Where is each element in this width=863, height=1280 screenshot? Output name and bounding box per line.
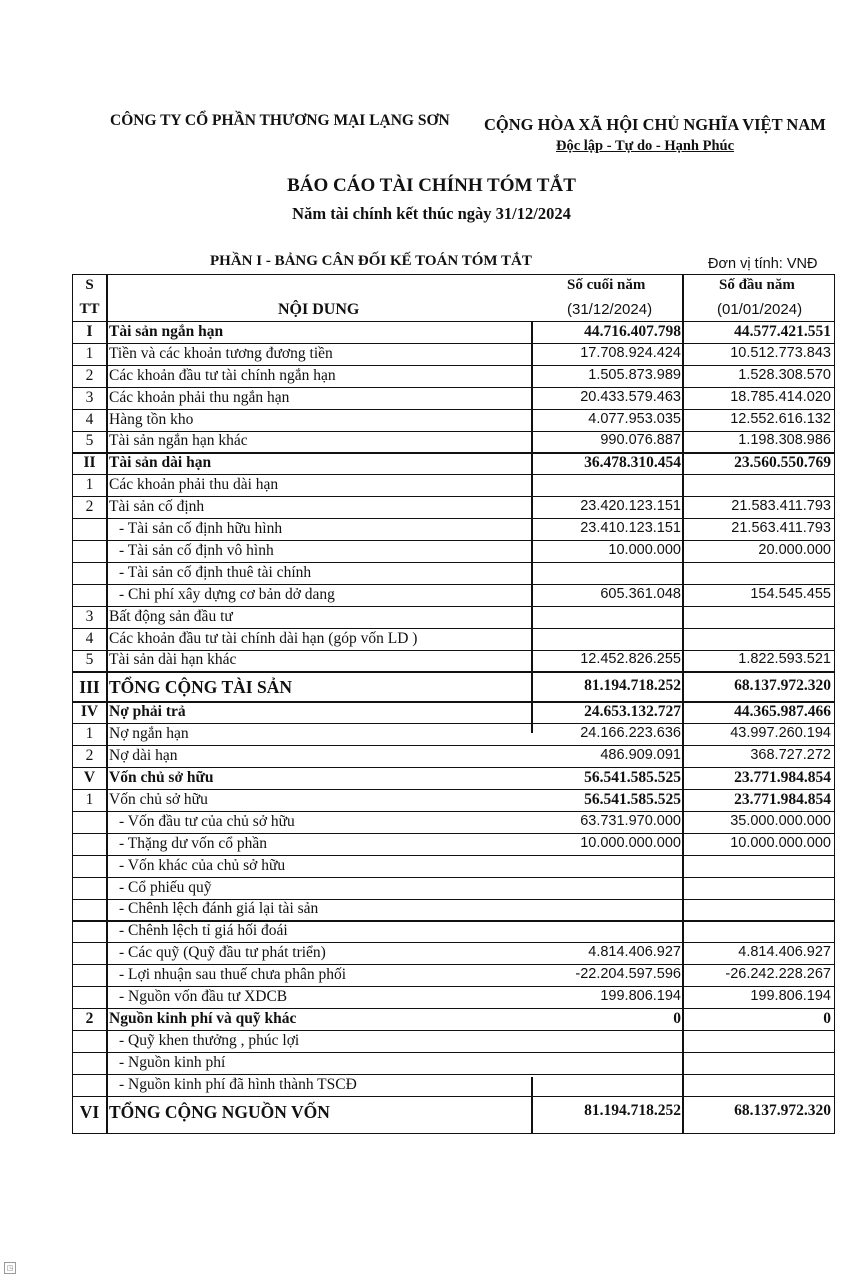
value-end-of-year: 81.194.718.252 bbox=[584, 677, 681, 695]
value-end-of-year: 990.076.887 bbox=[600, 432, 681, 449]
row-content: Tài sản dài hạn khác bbox=[109, 651, 237, 669]
value-start-of-year: 10.000.000.000 bbox=[730, 834, 831, 851]
row-stt: 1 bbox=[85, 344, 94, 362]
value-start-of-year: 1.822.593.521 bbox=[738, 651, 831, 668]
value-start-of-year: 35.000.000.000 bbox=[730, 812, 831, 829]
value-start-of-year: 1.198.308.986 bbox=[738, 432, 831, 449]
row-content: Các khoản phải thu dài hạn bbox=[109, 476, 279, 494]
row-content: Các khoản phải thu ngắn hạn bbox=[109, 388, 290, 406]
row-content: - Lợi nhuận sau thuế chưa phân phối bbox=[119, 966, 347, 984]
value-end-of-year: 486.909.091 bbox=[600, 747, 681, 764]
report-subtitle: Năm tài chính kết thúc ngày 31/12/2024 bbox=[292, 204, 571, 223]
value-start-of-year: 21.583.411.793 bbox=[731, 498, 831, 515]
header-stt-top: S bbox=[85, 277, 94, 293]
value-start-of-year: 12.552.616.132 bbox=[730, 410, 831, 427]
row-content: Tài sản cố định bbox=[109, 498, 205, 516]
row-content: Các khoản đầu tư tài chính ngắn hạn bbox=[109, 366, 336, 384]
value-end-of-year: 4.077.953.035 bbox=[588, 410, 681, 427]
header-content: NỘI DUNG bbox=[278, 301, 360, 318]
row-stt: 2 bbox=[85, 1009, 94, 1027]
value-end-of-year: 24.166.223.636 bbox=[580, 725, 681, 742]
row-stt: 3 bbox=[85, 388, 94, 406]
row-content: - Nguồn kinh phí bbox=[119, 1053, 226, 1071]
value-start-of-year: 154.545.455 bbox=[750, 585, 831, 602]
row-stt: 5 bbox=[85, 651, 94, 669]
value-start-of-year: -26.242.228.267 bbox=[725, 966, 831, 983]
national-motto: Độc lập - Tự do - Hạnh Phúc bbox=[556, 138, 735, 154]
row-stt: 3 bbox=[85, 607, 94, 625]
row-content: - Quỹ khen thưởng , phúc lợi bbox=[119, 1031, 300, 1049]
row-stt: 2 bbox=[85, 747, 94, 765]
row-stt: 1 bbox=[85, 476, 94, 494]
stt-divider bbox=[106, 275, 108, 1133]
row-divider bbox=[73, 1096, 834, 1097]
value-end-of-year: 44.716.407.798 bbox=[584, 322, 681, 340]
value-end-of-year: 20.433.579.463 bbox=[580, 388, 681, 405]
row-stt: 4 bbox=[85, 410, 94, 428]
value-start-of-year: 68.137.972.320 bbox=[734, 1101, 831, 1119]
value-start-of-year: 23.771.984.854 bbox=[734, 790, 831, 808]
row-content: TỔNG CỘNG NGUỒN VỐN bbox=[109, 1101, 330, 1122]
row-stt: I bbox=[86, 322, 93, 340]
value-end-of-year: 81.194.718.252 bbox=[584, 1101, 681, 1119]
row-stt: IV bbox=[80, 703, 99, 721]
value-end-of-year: 12.452.826.255 bbox=[580, 651, 681, 668]
row-content: - Chênh lệch đánh giá lại tài sản bbox=[119, 900, 319, 918]
value-start-of-year: 21.563.411.793 bbox=[731, 520, 831, 537]
value-start-of-year: 4.814.406.927 bbox=[738, 944, 831, 961]
row-stt: V bbox=[83, 769, 96, 787]
row-content: - Vốn đầu tư của chủ sở hữu bbox=[119, 812, 295, 830]
header-col2-top: Số đầu năm bbox=[719, 277, 795, 293]
row-content: Các khoản đầu tư tài chính dài hạn (góp vốn LD ) bbox=[109, 629, 418, 647]
header-col1-top: Số cuối năm bbox=[567, 277, 646, 293]
value-end-of-year: 605.361.048 bbox=[600, 585, 681, 602]
row-content: - Thặng dư vốn cổ phần bbox=[119, 834, 268, 852]
value-start-of-year: 43.997.260.194 bbox=[730, 725, 831, 742]
row-divider bbox=[73, 745, 834, 746]
value-start-of-year: 199.806.194 bbox=[750, 988, 831, 1005]
row-content: Vốn chủ sở hữu bbox=[109, 790, 208, 808]
header-stt-bottom: TT bbox=[79, 301, 100, 317]
value-start-of-year: 68.137.972.320 bbox=[734, 677, 831, 695]
section-heading: PHẦN I - BẢNG CÂN ĐỐI KẾ TOÁN TÓM TẮT bbox=[210, 253, 532, 269]
balance-sheet-table bbox=[72, 274, 835, 1134]
currency-unit: Đơn vị tính: VNĐ bbox=[708, 256, 818, 272]
value-end-of-year: 23.410.123.151 bbox=[580, 520, 681, 537]
value-end-of-year: 36.478.310.454 bbox=[584, 454, 681, 472]
value-end-of-year: 199.806.194 bbox=[600, 988, 681, 1005]
note-col-divider-b bbox=[531, 1077, 533, 1133]
row-content: Nợ dài hạn bbox=[109, 747, 178, 765]
header-col1-bottom: (31/12/2024) bbox=[567, 301, 653, 318]
row-content: - Nguồn vốn đầu tư XDCB bbox=[119, 988, 288, 1006]
row-content: Nợ ngắn hạn bbox=[109, 725, 189, 743]
value-end-of-year: 4.814.406.927 bbox=[588, 944, 681, 961]
row-content: Nợ phải trả bbox=[109, 703, 186, 721]
row-stt: 4 bbox=[85, 629, 94, 647]
value-end-of-year: 10.000.000.000 bbox=[580, 834, 681, 851]
header-col2-bottom: (01/01/2024) bbox=[717, 301, 803, 318]
row-content: - Tài sản cố định thuê tài chính bbox=[119, 563, 312, 581]
value-end-of-year: 24.653.132.727 bbox=[584, 703, 681, 721]
value-start-of-year: 23.560.550.769 bbox=[734, 454, 831, 472]
value-end-of-year: 56.541.585.525 bbox=[584, 790, 681, 808]
row-content: - Nguồn kinh phí đã hình thành TSCĐ bbox=[119, 1075, 357, 1093]
row-stt: 2 bbox=[85, 498, 94, 516]
value-start-of-year: 10.512.773.843 bbox=[730, 344, 831, 361]
row-content: Tiền và các khoản tương đương tiền bbox=[109, 344, 333, 362]
value-divider bbox=[682, 275, 684, 1133]
value-start-of-year: 18.785.414.020 bbox=[730, 388, 831, 405]
row-content: Nguồn kinh phí và quỹ khác bbox=[109, 1009, 297, 1027]
row-divider bbox=[73, 671, 834, 672]
value-end-of-year: 63.731.970.000 bbox=[580, 812, 681, 829]
row-content: Tài sản dài hạn bbox=[109, 454, 212, 472]
row-content: - Các quỹ (Quỹ đầu tư phát triển) bbox=[119, 944, 326, 962]
row-content: Tài sản ngắn hạn khác bbox=[109, 432, 248, 450]
company-name: CÔNG TY CỔ PHẦN THƯƠNG MẠI LẠNG SƠN bbox=[110, 112, 450, 129]
row-content: Hàng tồn kho bbox=[109, 410, 194, 428]
row-content: - Chi phí xây dựng cơ bản dở dang bbox=[119, 585, 335, 603]
row-content: Tài sản ngắn hạn bbox=[109, 322, 224, 340]
row-content: - Tài sản cố định vô hình bbox=[119, 541, 274, 559]
row-content: - Cổ phiếu quỹ bbox=[119, 878, 212, 896]
value-start-of-year: 0 bbox=[823, 1009, 831, 1027]
row-stt: III bbox=[79, 677, 100, 698]
value-start-of-year: 368.727.272 bbox=[750, 747, 831, 764]
row-content: - Tài sản cố định hữu hình bbox=[119, 520, 283, 538]
row-stt: 2 bbox=[85, 366, 94, 384]
national-title: CỘNG HÒA XÃ HỘI CHỦ NGHĨA VIỆT NAM bbox=[484, 115, 826, 134]
value-end-of-year: 10.000.000 bbox=[608, 541, 681, 558]
row-content: TỔNG CỘNG TÀI SẢN bbox=[109, 677, 292, 698]
report-title: BÁO CÁO TÀI CHÍNH TÓM TẮT bbox=[287, 175, 576, 196]
row-content: - Chênh lệch tỉ giá hối đoái bbox=[119, 922, 288, 940]
value-end-of-year: 56.541.585.525 bbox=[584, 769, 681, 787]
row-content: Bất động sản đầu tư bbox=[109, 607, 233, 625]
row-stt: 1 bbox=[85, 725, 94, 743]
value-end-of-year: 0 bbox=[673, 1009, 681, 1027]
value-end-of-year: -22.204.597.596 bbox=[575, 966, 681, 983]
row-content: - Vốn khác của chủ sở hữu bbox=[119, 856, 286, 874]
row-stt: II bbox=[83, 454, 96, 472]
value-end-of-year: 17.708.924.424 bbox=[580, 344, 681, 361]
scanner-icon: ◳ bbox=[4, 1262, 16, 1274]
value-start-of-year: 1.528.308.570 bbox=[738, 366, 831, 383]
value-start-of-year: 20.000.000 bbox=[758, 541, 831, 558]
row-stt: 5 bbox=[85, 432, 94, 450]
row-stt: 1 bbox=[85, 790, 94, 808]
row-stt: VI bbox=[79, 1101, 100, 1122]
value-start-of-year: 23.771.984.854 bbox=[734, 769, 831, 787]
row-content: Vốn chủ sở hữu bbox=[109, 769, 214, 787]
value-start-of-year: 44.577.421.551 bbox=[734, 322, 831, 340]
row-divider bbox=[73, 701, 834, 702]
value-end-of-year: 1.505.873.989 bbox=[588, 366, 681, 383]
value-start-of-year: 44.365.987.466 bbox=[734, 703, 831, 721]
value-end-of-year: 23.420.123.151 bbox=[580, 498, 681, 515]
